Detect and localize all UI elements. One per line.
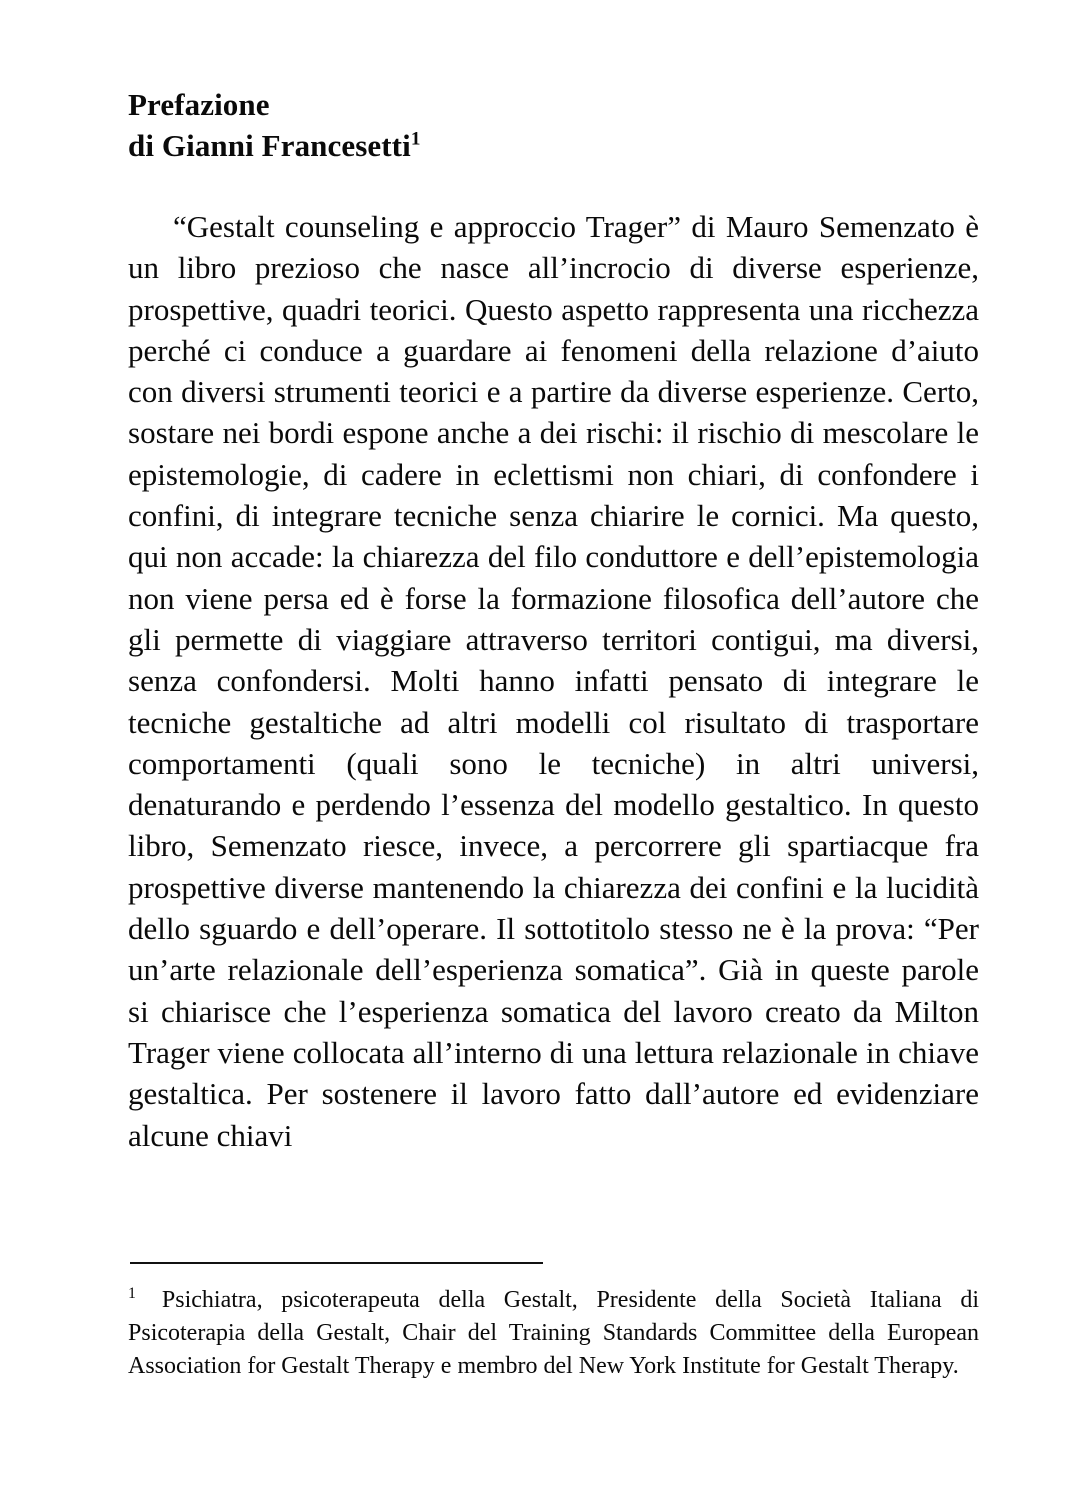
footnote-paragraph bbox=[128, 1284, 979, 1383]
heading-title-text: Prefazione bbox=[128, 87, 270, 122]
body-paragraph: “Gestalt counseling e approccio Trager” di Mauro Semenzato è un libro prezioso che nasce all’incrocio di diverse esperienze, prospettive, quadri teorici. Questo aspetto rappresenta una ricchezza perché ci conduce a guardare ai fenomeni della relazione d’aiuto con diversi strumenti teorici e a partire da diverse esperienze. Certo, sostare nei bordi espone anche a dei rischi: il rischio di mescolare le epistemologie, di cadere in eclettismi non chiari, di confondere i confini, di integrare tecniche senza chiarire le cornici. Ma questo, qui non accade: la chiarezza del filo conduttore e dell’epistemologia non viene persa ed è forse la formazione filosofica dell’autore che gli permette di viaggiare attraverso territori contigui, ma diversi, senza confondersi. Molti hanno infatti pensato di integrare le tecniche gestaltiche ad altri modelli col risultato di trasportare comportamenti (quali sono le tecniche) in altri universi, denaturando e perdendo l’essenza del modello gestaltico. In questo libro, Semenzato riesce, invece, a percorrere gli spartiacque fra prospettive diverse mantenendo la chiarezza dei confini e la lucidità dello sguardo e dell’operare. Il sottotitolo stesso ne è la prova: “Per un’arte relazionale dell’esperienza somatica”. Già in queste parole si chiarisce che l’esperienza somatica del lavoro creato da Milton Trager viene collocata all’interno di una lettura relazionale in chiave gestaltica. Per sostenere il lavoro fatto dall’autore ed evidenziare alcune chiavi bbox=[128, 209, 979, 1153]
heading-author-line bbox=[128, 125, 978, 166]
footnote-separator-rule bbox=[130, 1262, 543, 1264]
footnote-reference-marker[interactable]: 1 bbox=[410, 128, 421, 150]
page-heading bbox=[128, 84, 978, 166]
footnote-body-text: Psichiatra, psicoterapeuta della Gestalt, Presidente della Società Italiana di Psicoterapia della Gestalt, Chair del Training Standards Committee della European Association for Gestalt Therapy e membro del New York Institute for Gestalt Therapy. bbox=[128, 1287, 979, 1379]
heading-title-line bbox=[128, 84, 978, 125]
footnote-area bbox=[128, 1262, 979, 1383]
heading-author-text: di Gianni Francesetti bbox=[128, 128, 411, 163]
body-text-block bbox=[128, 206, 979, 1156]
footnote-number: 1 bbox=[128, 1285, 136, 1302]
